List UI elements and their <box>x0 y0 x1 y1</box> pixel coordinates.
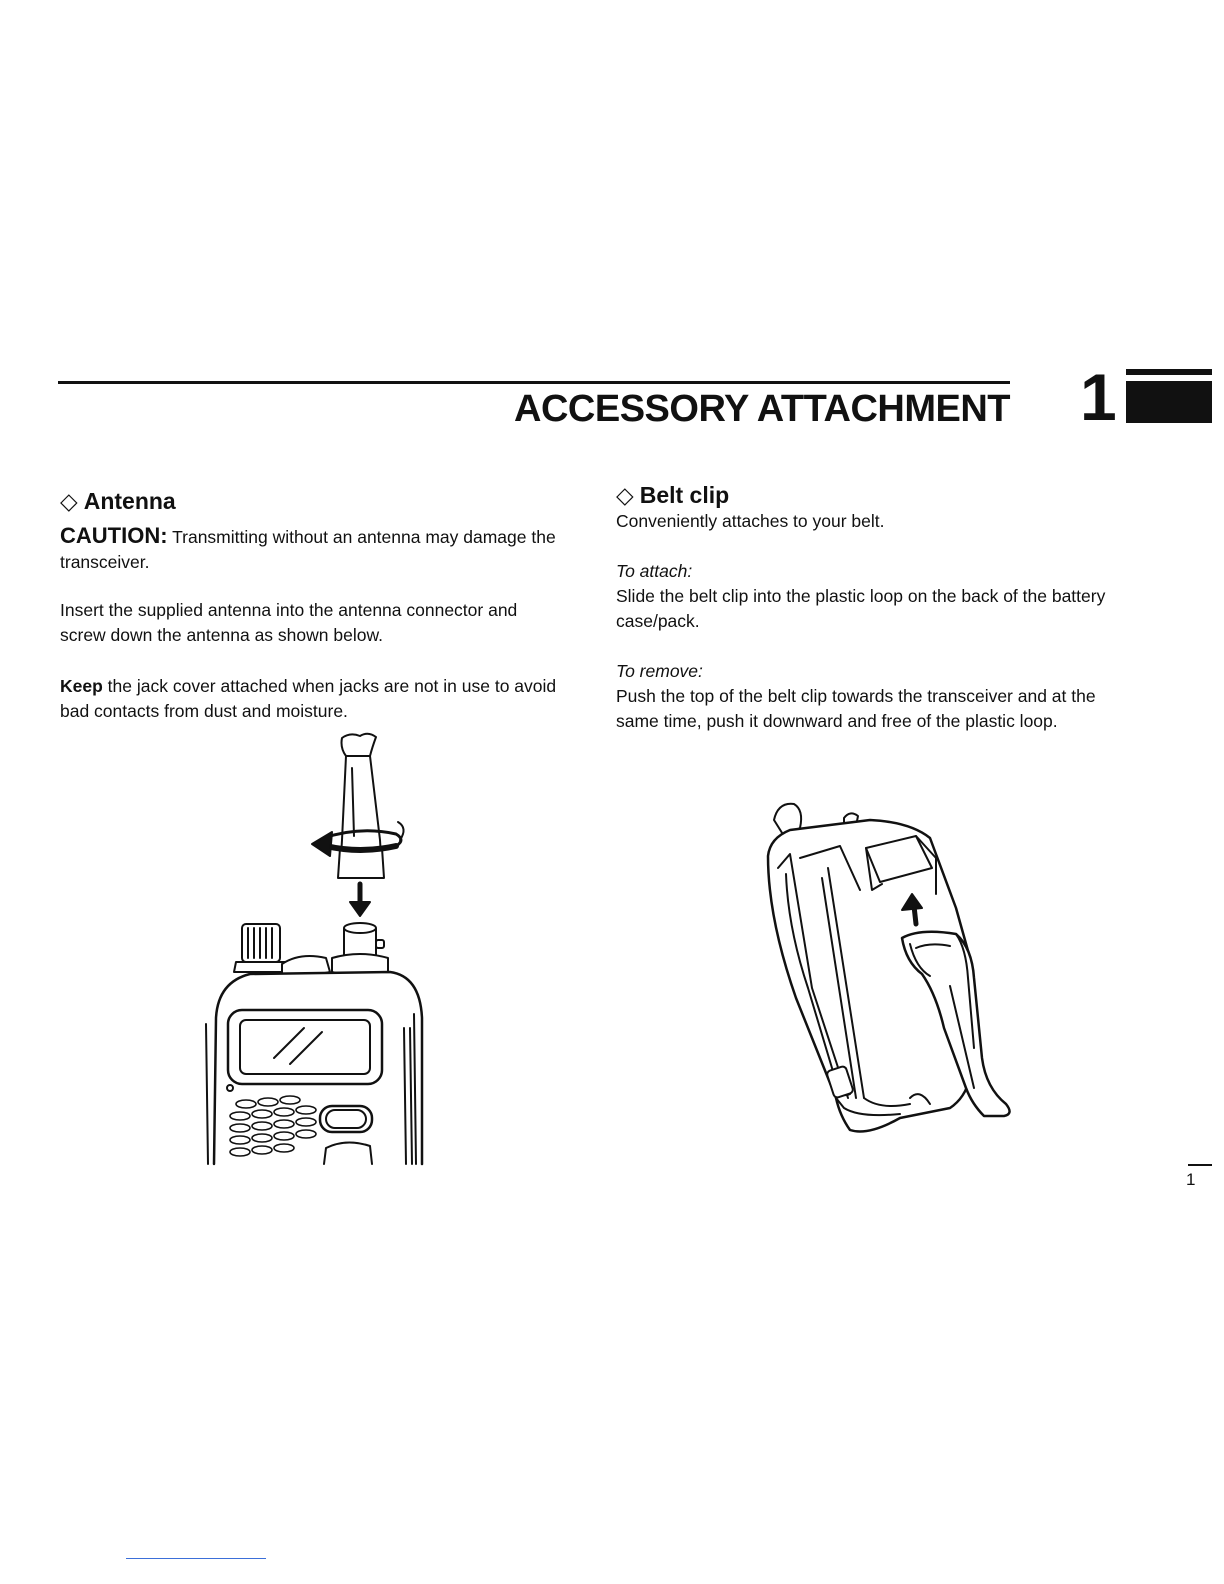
diamond-outline-icon: ◇ <box>616 482 634 508</box>
keep-label: Keep <box>60 676 103 696</box>
belt-clip-illustration <box>760 798 1020 1138</box>
antenna-heading-text: Antenna <box>83 488 176 514</box>
down-arrow-icon <box>350 884 370 916</box>
antenna-attachment-illustration <box>200 728 440 1164</box>
antenna-heading <box>60 487 566 515</box>
antenna-caution <box>60 523 566 575</box>
belt-clip-intro: Conveniently attaches to your belt. <box>616 511 885 531</box>
chapter-tab-thin-bar <box>1126 369 1212 375</box>
transceiver-body-illustration <box>206 972 422 1164</box>
belt-clip-heading-text: Belt clip <box>639 482 730 508</box>
page-number: 1 <box>1186 1170 1196 1189</box>
to-remove-label: To remove: <box>616 661 703 681</box>
antenna-connector-illustration <box>332 923 388 976</box>
antenna-illustration <box>338 734 384 878</box>
page-number-rule <box>1188 1164 1212 1166</box>
section-title: ACCESSORY ATTACHMENT <box>514 388 1010 430</box>
header-rule <box>58 381 1010 384</box>
keep-text: the jack cover attached when jacks are not in use to avoid bad contacts from dust and moisture. <box>60 676 557 721</box>
to-attach-text: Slide the belt clip into the plastic loop on the back of the battery case/pack. <box>616 586 1106 631</box>
belt-clip-heading <box>616 481 1121 509</box>
stray-link-underline <box>126 1558 266 1559</box>
chapter-tab-block <box>1126 381 1212 423</box>
antenna-insert-instructions: Insert the supplied antenna into the antenna connector and screw down the antenna as shown below. <box>60 600 518 645</box>
diamond-outline-icon: ◇ <box>60 488 78 514</box>
chapter-number: 1 <box>1080 360 1117 434</box>
volume-knob-illustration <box>234 924 288 972</box>
antenna-keep-note <box>60 674 566 724</box>
to-attach-label: To attach: <box>616 561 693 581</box>
to-remove-text: Push the top of the belt clip towards the transceiver and at the same time, push it downward and free of the plastic loop. <box>616 686 1096 731</box>
caution-label: CAUTION: <box>60 523 168 548</box>
caution-text: Transmitting without an antenna may damage the transceiver. <box>60 527 556 572</box>
